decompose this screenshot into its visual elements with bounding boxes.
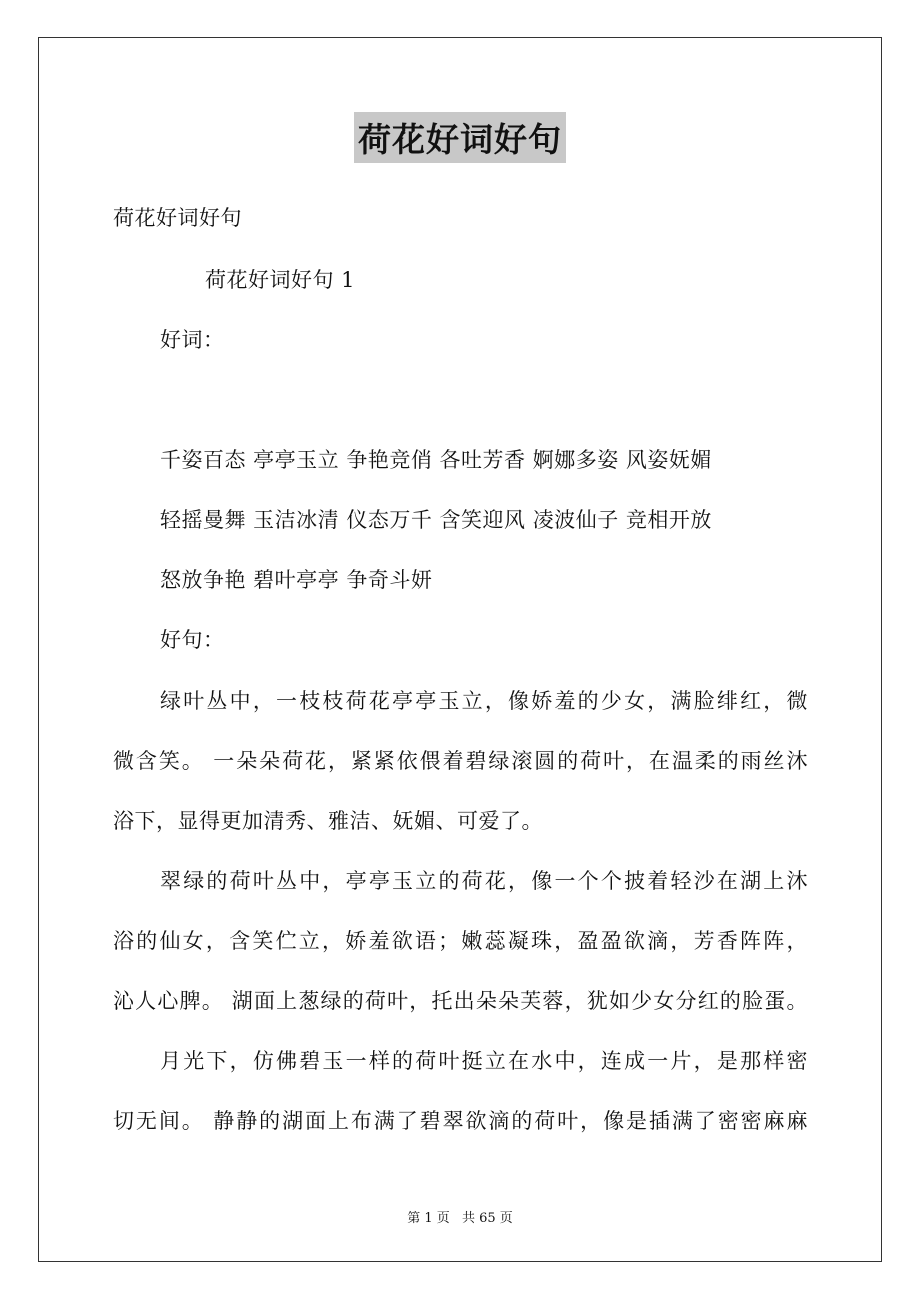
page-footer — [0, 1207, 920, 1226]
title-text: 荷花好词好句 — [354, 112, 566, 163]
doc-heading: 荷花好词好句 — [113, 206, 242, 230]
paragraph-line: 绿叶丛中，一枝枝荷花亭亭玉立，像娇羞的少女，满脸绯红，微 — [160, 689, 808, 713]
words-line: 轻摇曼舞 玉洁冰清 仪态万千 含笑迎风 凌波仙子 竞相开放 — [160, 508, 712, 532]
paragraph-line: 浴的仙女，含笑伫立，娇羞欲语；嫩蕊凝珠，盈盈欲滴，芳香阵阵， — [113, 929, 808, 953]
label-good-sentences: 好句： — [160, 628, 225, 652]
section-heading: 荷花好词好句 1 — [205, 268, 356, 292]
paragraph-line: 沁人心脾。 湖面上葱绿的荷叶，托出朵朵芙蓉，犹如少女分红的脸蛋。 — [113, 989, 808, 1013]
paragraph-line: 浴下，显得更加清秀、雅洁、妩媚、可爱了。 — [113, 809, 543, 833]
paragraph-line: 切无间。 静静的湖面上布满了碧翠欲滴的荷叶，像是插满了密密麻麻 — [113, 1109, 808, 1133]
page-number: 第 1 页 — [407, 1211, 450, 1226]
paragraph-line: 微含笑。 一朵朵荷花，紧紧依偎着碧绿滚圆的荷叶，在温柔的雨丝沐 — [113, 749, 808, 773]
label-good-words: 好词： — [160, 328, 225, 352]
page-total: 共 65 页 — [461, 1211, 513, 1226]
paragraph-line: 月光下，仿佛碧玉一样的荷叶挺立在水中，连成一片，是那样密 — [160, 1049, 808, 1073]
words-line: 千姿百态 亭亭玉立 争艳竞俏 各吐芳香 婀娜多姿 风姿妩媚 — [160, 448, 712, 472]
words-line: 怒放争艳 碧叶亭亭 争奇斗妍 — [160, 568, 433, 592]
paragraph-line: 翠绿的荷叶丛中，亭亭玉立的荷花，像一个个披着轻沙在湖上沐 — [160, 869, 808, 893]
document-title — [0, 112, 920, 163]
